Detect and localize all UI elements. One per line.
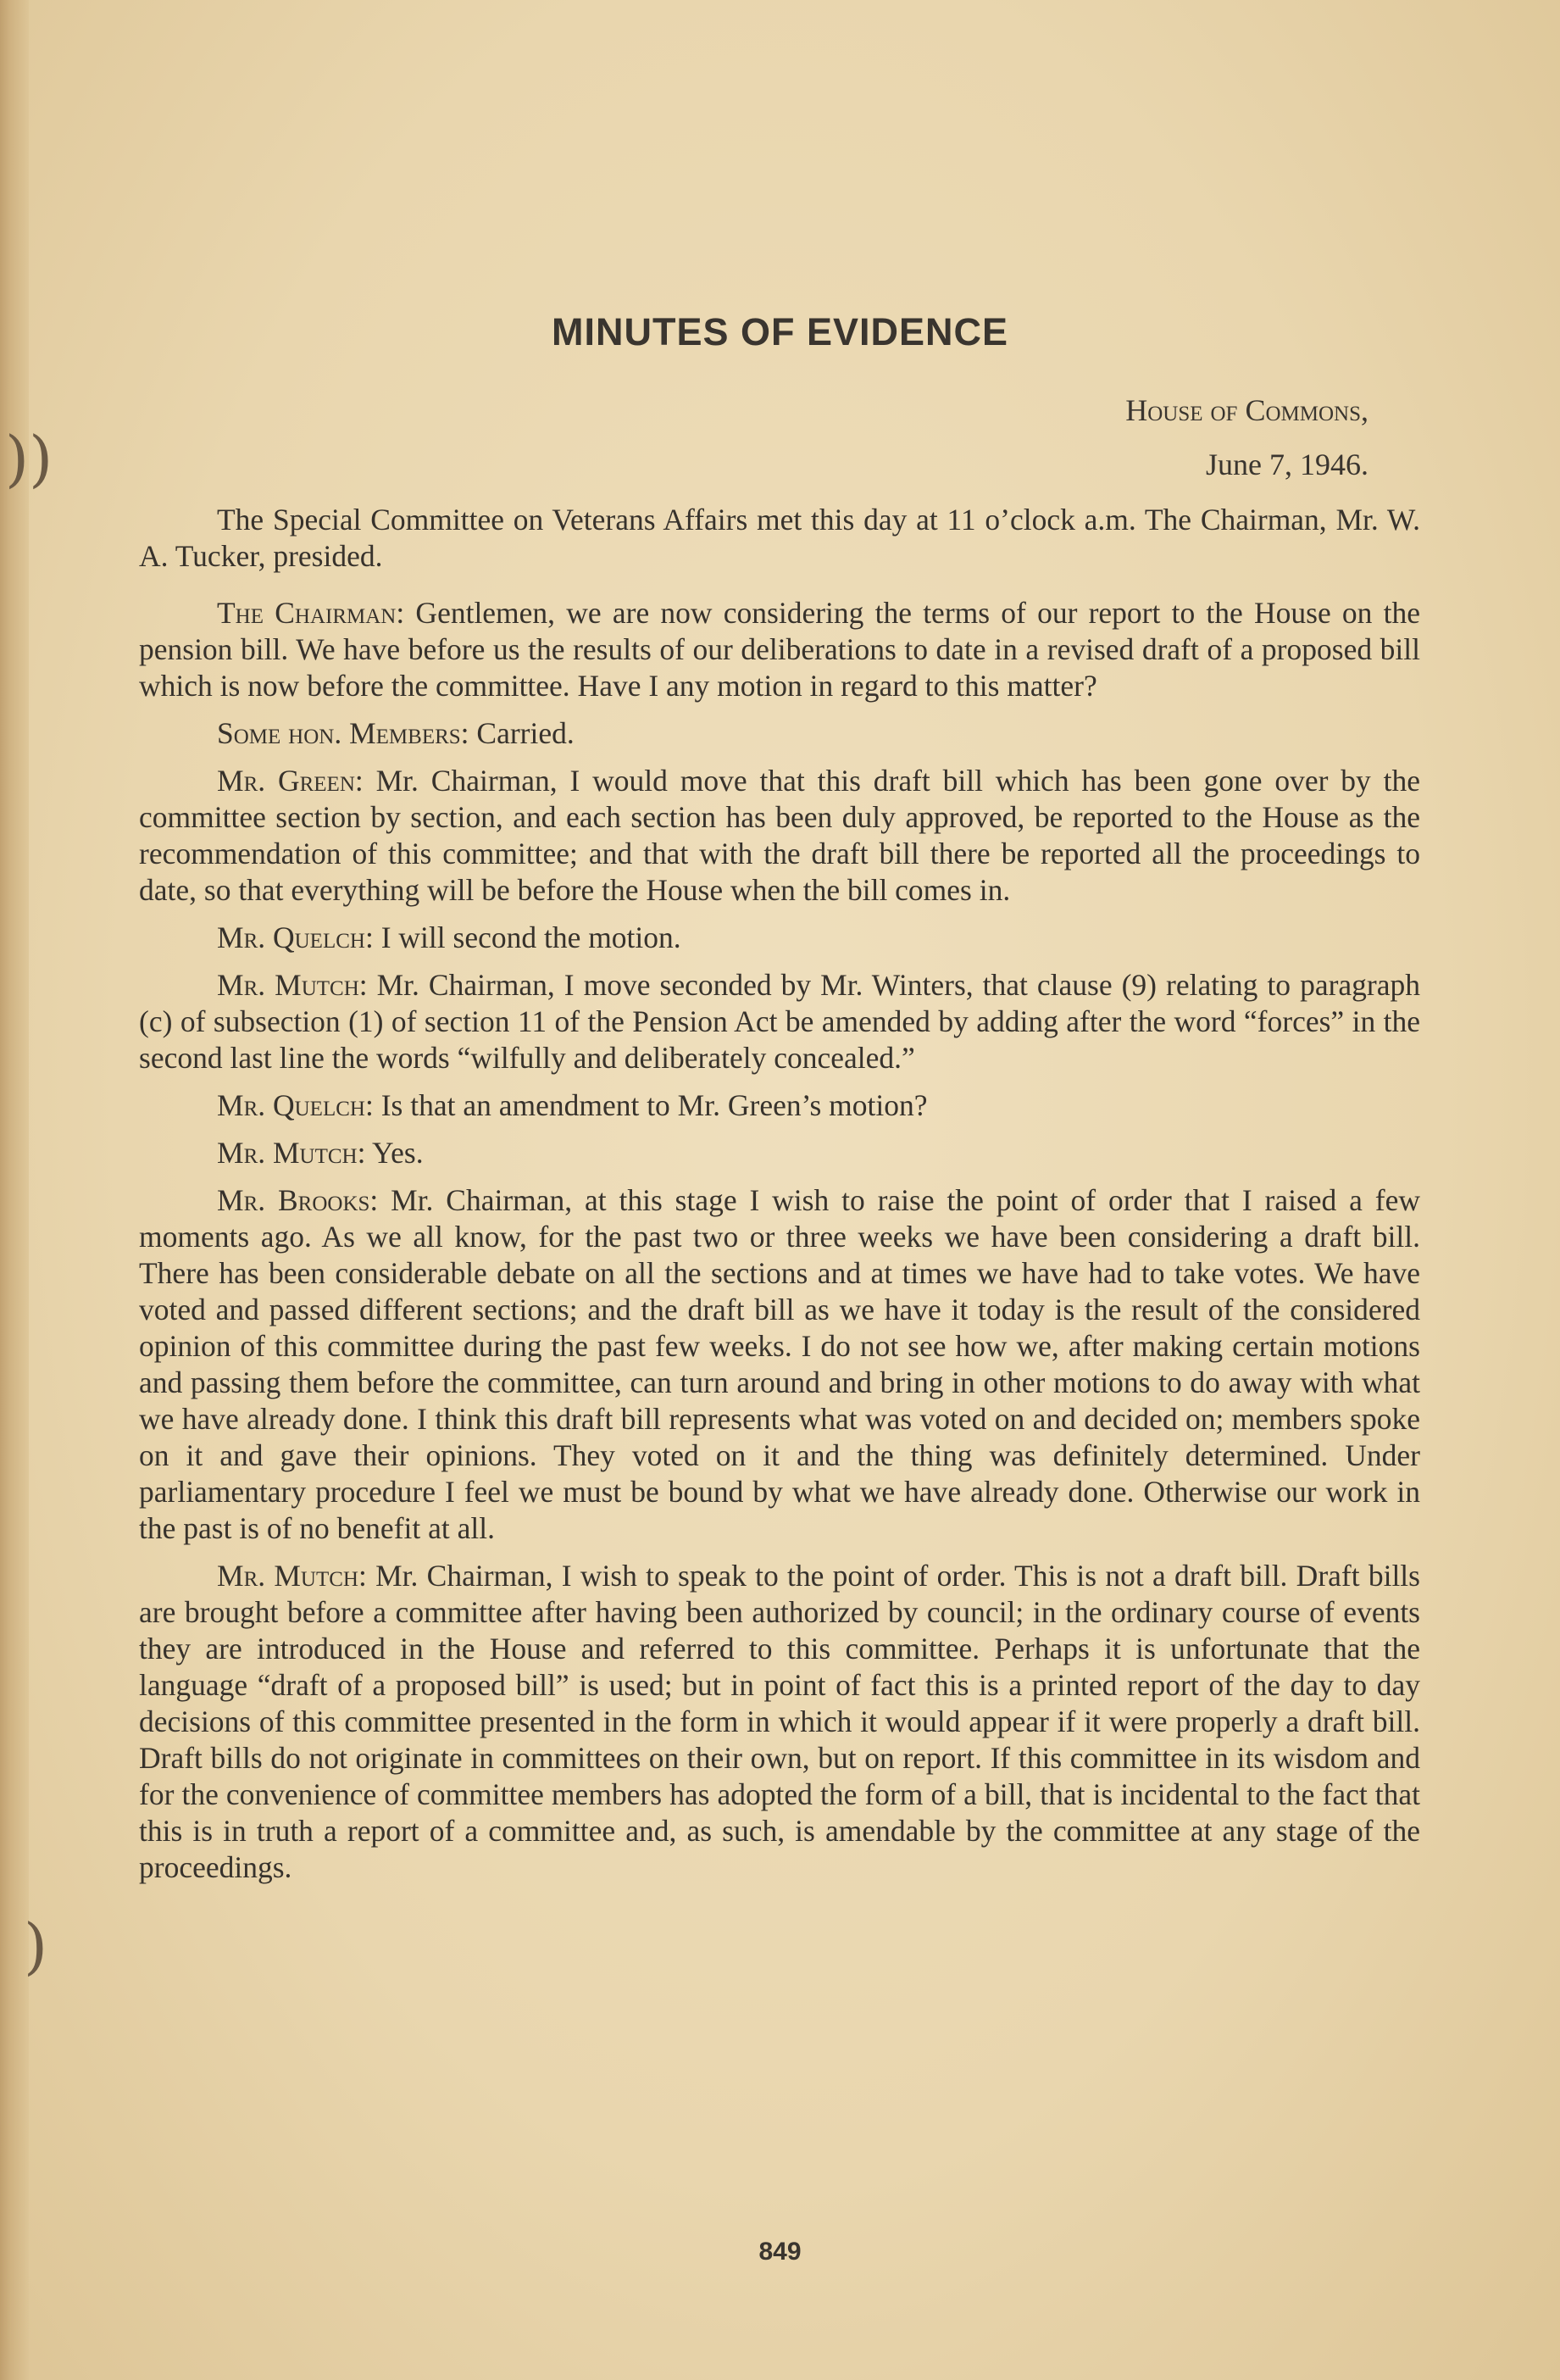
location-line: House of Commons, <box>1125 393 1368 427</box>
paragraph-text: The Special Committee on Veterans Affairs met this day at 11 o’clock a.m. The Chairman, Mr. W. A. Tucker, presided. <box>139 503 1420 573</box>
paragraph-text: Yes. <box>365 1136 424 1170</box>
speaker: Mr. Quelch: <box>217 920 374 954</box>
paragraph-text: Mr. Chairman, I would move that this draft bill which has been gone over by the committee section by section, and each section has been duly approved, be reported to the House as the recommendation of this committee; and that with the draft bill there be reported all the proceedings to date, so that everything will be before the House when the bill comes in. <box>139 764 1421 907</box>
paragraph-5 <box>139 920 1420 956</box>
speaker: Mr. Mutch: <box>217 968 368 1002</box>
date-line: June 7, 1946. <box>1206 448 1368 481</box>
paragraph-text: Mr. Chairman, at this stage I wish to raise the point of order that I raised a few moments ago. As we all know, for the past two or three weeks we have been considering a draft bill. There has been considerable debate on all the sections and at times we have had to take votes. We have voted and passed different sections; and the draft bill as we have it today is the result of the considered opinion of this committee during the past few weeks. I do not see how we, after making certain motions and passing them before the committee, can turn around and bring in other motions to do away with what we have already done. I think this draft bill represents what was voted on and decided on; members spoke on it and gave their opinions. They voted on it and the thing was definitely determined. Under parliamentary procedure I feel we must be bound by what we have already done. Otherwise our work in the past is of no benefit at all. <box>139 1183 1420 1545</box>
paragraph-10 <box>139 1558 1420 1886</box>
paragraph-3 <box>139 715 1420 752</box>
paragraph-text: Carried. <box>469 716 575 750</box>
paragraph-text: Mr. Chairman, I move seconded by Mr. Winters, that clause (9) relating to paragraph (c) of subsection (1) of section 11 of the Pension Act be amended by adding after the word “forces” in the second last line the words “wilfully and deliberately concealed.” <box>139 968 1420 1075</box>
speaker: Some hon. Members: <box>217 716 469 750</box>
paragraph-text: Is that an amendment to Mr. Green’s motion? <box>373 1088 928 1122</box>
page-number: 849 <box>758 2238 802 2266</box>
margin-mark-lower: ) <box>24 1910 48 1982</box>
paragraph-text: I will second the motion. <box>373 920 681 954</box>
paragraph-4 <box>139 763 1420 909</box>
binding-edge <box>0 0 29 2380</box>
paragraph-2 <box>139 595 1420 704</box>
speaker: Mr. Brooks: <box>217 1183 379 1217</box>
minutes-body <box>139 502 1420 1897</box>
margin-mark-upper: )) <box>5 423 53 494</box>
paragraph-text: Mr. Chairman, I wish to speak to the point of order. This is not a draft bill. Draft bills are brought before a committee after having been authorized by council; in the ordinary course of events they are introduced in the House and referred to this committee. Perhaps it is unfortunate that the language “draft of a proposed bill” is used; but in point of fact this is a printed report of the day to day decisions of this committee presented in the form in which it would appear if it were properly a draft bill. Draft bills do not originate in committees on their own, but on report. If this committee in its wisdom and for the convenience of committee members has adopted the form of a bill, that is incidental to the fact that this is in truth a report of a committee and, as such, is amendable by the committee at any stage of the proceedings. <box>139 1559 1420 1884</box>
paragraph-8 <box>139 1135 1420 1171</box>
paragraph-1 <box>139 502 1420 575</box>
page-title: MINUTES OF EVIDENCE <box>551 310 1009 353</box>
paragraph-9 <box>139 1182 1420 1547</box>
speaker: Mr. Green: <box>217 764 364 798</box>
speaker: Mr. Quelch: <box>217 1088 374 1122</box>
paragraph-7 <box>139 1087 1420 1124</box>
speaker: The Chairman: <box>217 596 405 630</box>
speaker: Mr. Mutch: <box>217 1136 366 1170</box>
paragraph-text: Gentlemen, we are now considering the terms of our report to the House on the pension bill. We have before us the results of our deliberations to date in a revised draft of a proposed bill which is now before the committee. Have I any motion in regard to this matter? <box>139 596 1420 703</box>
paragraph-6 <box>139 967 1420 1076</box>
speaker: Mr. Mutch: <box>217 1559 367 1593</box>
